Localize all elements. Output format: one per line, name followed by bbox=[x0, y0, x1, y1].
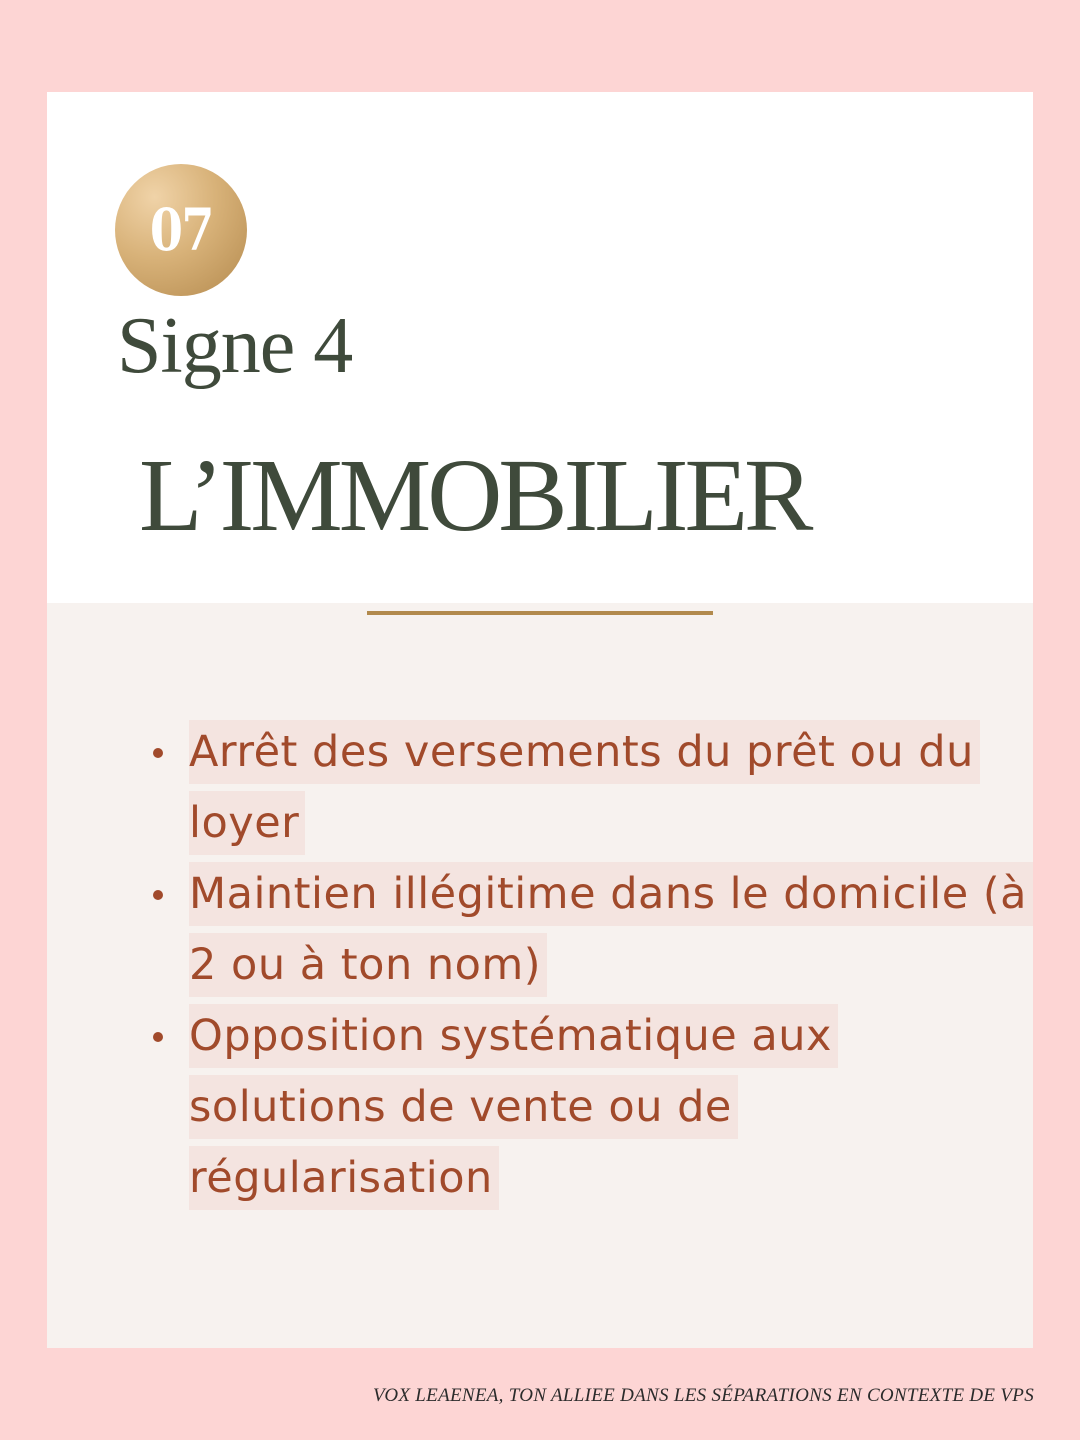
footer-tagline: VOX LEAENEA, TON ALLIEE DANS LES SÉPARATIONS EN CONTEXTE DE VPS bbox=[372, 1385, 1034, 1406]
page-title: L’IMMOBILIER bbox=[139, 438, 810, 553]
list-item-text: Arrêt des versements du prêt ou du loyer bbox=[189, 720, 980, 855]
signs-list bbox=[137, 717, 1033, 1214]
list-item bbox=[137, 717, 1033, 859]
list-item bbox=[137, 859, 1033, 1001]
step-number-badge bbox=[115, 164, 247, 296]
sign-subtitle: Signe 4 bbox=[117, 302, 353, 390]
content-card bbox=[47, 92, 1033, 1348]
list-item-text: Maintien illégitime dans le domicile (à 2 ou à ton nom) bbox=[189, 862, 1033, 997]
list-item bbox=[137, 1001, 1033, 1214]
step-number: 07 bbox=[149, 196, 213, 264]
list-item-text: Opposition systématique aux solutions de vente ou de régularisation bbox=[189, 1004, 838, 1210]
gold-divider bbox=[367, 611, 713, 615]
